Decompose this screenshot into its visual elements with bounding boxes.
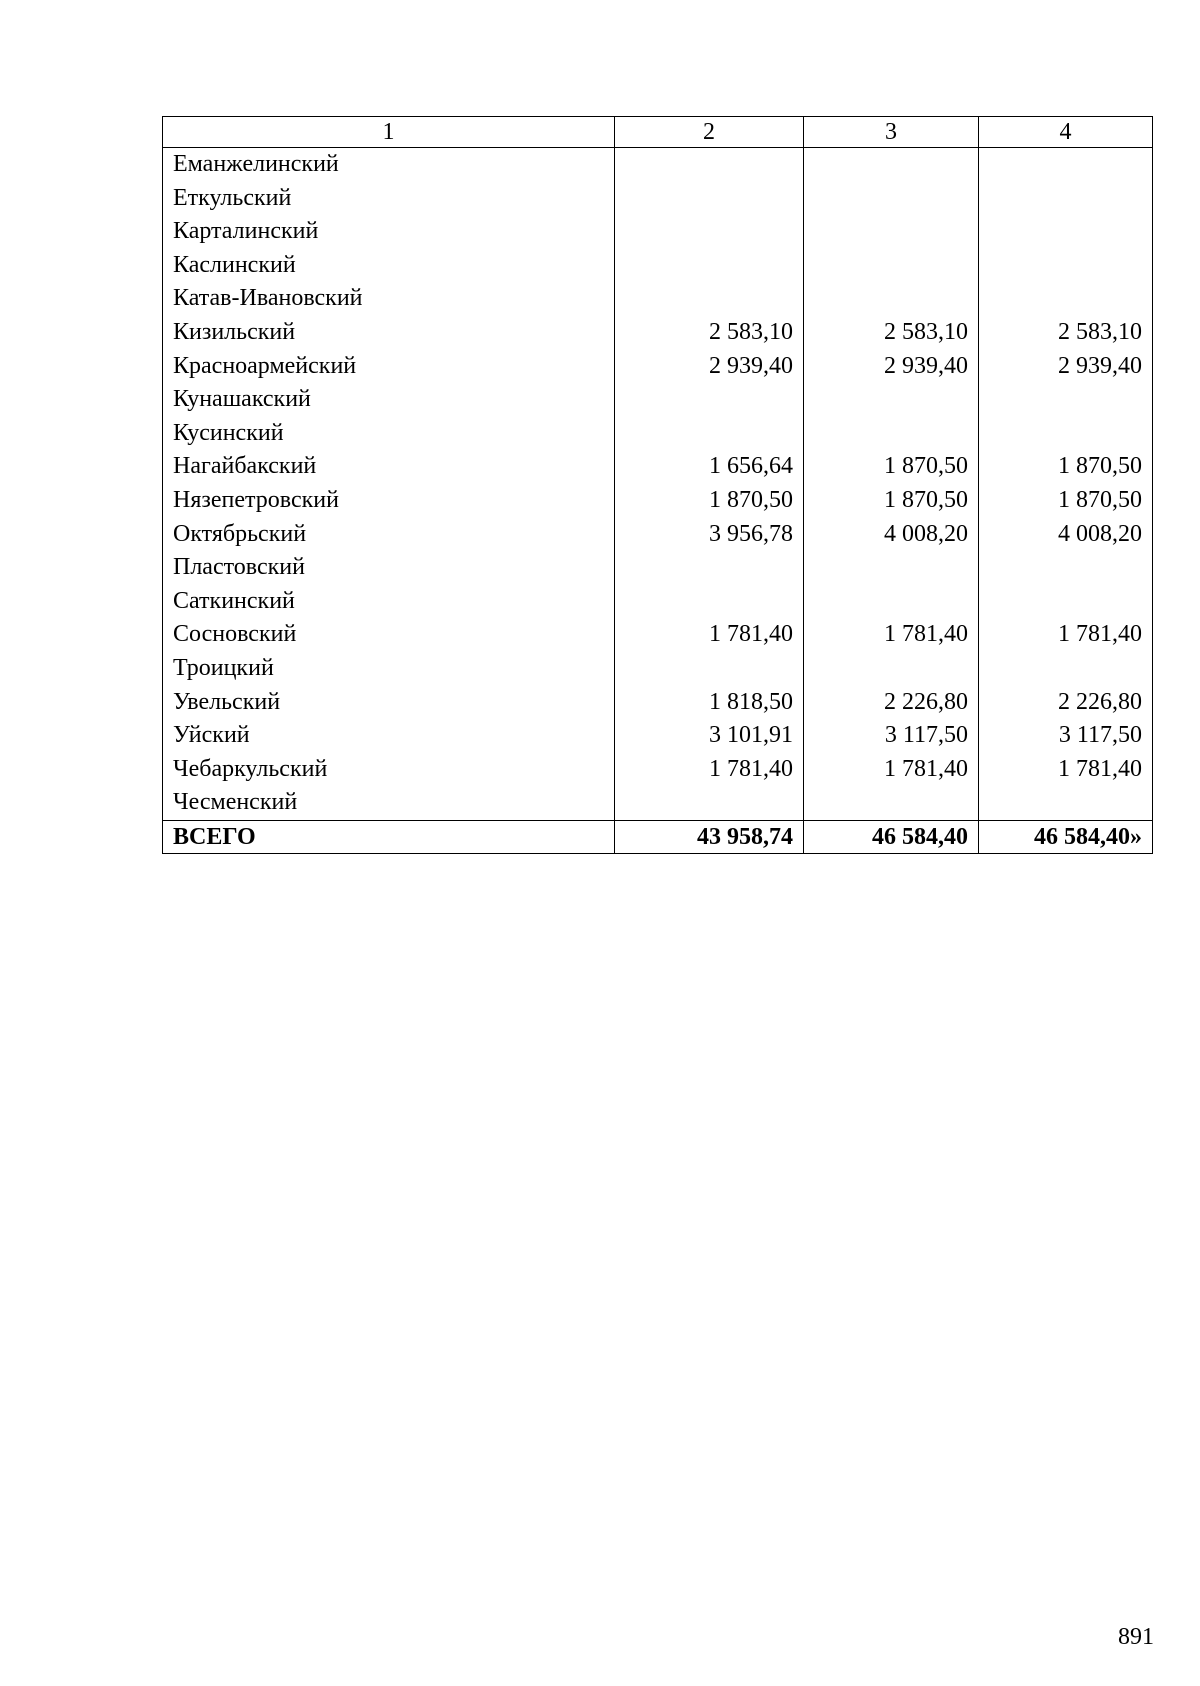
total-label: ВСЕГО (163, 820, 615, 853)
district-name: Октябрьский (163, 518, 615, 552)
value-col-4: 2 583,10 (979, 316, 1153, 350)
district-name: Кусинский (163, 417, 615, 451)
value-col-4 (979, 148, 1153, 182)
value-col-2: 1 656,64 (615, 450, 804, 484)
district-name: Нязепетровский (163, 484, 615, 518)
table-row (163, 215, 1153, 249)
total-col-4: 46 584,40» (979, 820, 1153, 853)
value-col-4 (979, 585, 1153, 619)
value-col-4 (979, 215, 1153, 249)
data-table (162, 116, 1153, 854)
value-col-2: 2 583,10 (615, 316, 804, 350)
column-header-1: 1 (163, 117, 615, 148)
value-col-4 (979, 551, 1153, 585)
table-row (163, 585, 1153, 619)
district-name: Чебаркульский (163, 753, 615, 787)
value-col-3: 2 226,80 (804, 686, 979, 720)
value-col-2 (615, 182, 804, 216)
table-row (163, 518, 1153, 552)
table-row (163, 786, 1153, 820)
district-name: Еткульский (163, 182, 615, 216)
table-row (163, 148, 1153, 182)
value-col-4: 1 781,40 (979, 618, 1153, 652)
total-col-2: 43 958,74 (615, 820, 804, 853)
value-col-3 (804, 215, 979, 249)
district-name: Еманжелинский (163, 148, 615, 182)
table-row (163, 350, 1153, 384)
district-name: Увельский (163, 686, 615, 720)
value-col-3 (804, 652, 979, 686)
value-col-3: 2 939,40 (804, 350, 979, 384)
table-row (163, 450, 1153, 484)
table-row (163, 753, 1153, 787)
total-col-3: 46 584,40 (804, 820, 979, 853)
table-row (163, 182, 1153, 216)
value-col-4: 4 008,20 (979, 518, 1153, 552)
district-name: Троицкий (163, 652, 615, 686)
value-col-2 (615, 383, 804, 417)
value-col-2: 1 870,50 (615, 484, 804, 518)
value-col-3 (804, 282, 979, 316)
value-col-2 (615, 585, 804, 619)
district-name: Кунашакский (163, 383, 615, 417)
value-col-2: 3 101,91 (615, 719, 804, 753)
value-col-2 (615, 148, 804, 182)
table-row (163, 484, 1153, 518)
table-body (163, 148, 1153, 854)
value-col-3: 3 117,50 (804, 719, 979, 753)
value-col-3: 2 583,10 (804, 316, 979, 350)
table-row (163, 316, 1153, 350)
district-name: Нагайбакский (163, 450, 615, 484)
value-col-3: 1 781,40 (804, 618, 979, 652)
district-name: Красноармейский (163, 350, 615, 384)
value-col-4: 1 870,50 (979, 484, 1153, 518)
value-col-2 (615, 249, 804, 283)
district-name: Кизильский (163, 316, 615, 350)
value-col-2 (615, 282, 804, 316)
total-row (163, 820, 1153, 853)
value-col-3: 4 008,20 (804, 518, 979, 552)
district-name: Чесменский (163, 786, 615, 820)
table-row (163, 719, 1153, 753)
value-col-3 (804, 417, 979, 451)
value-col-3 (804, 383, 979, 417)
value-col-3: 1 870,50 (804, 450, 979, 484)
value-col-3 (804, 551, 979, 585)
value-col-2 (615, 417, 804, 451)
value-col-2: 1 781,40 (615, 753, 804, 787)
value-col-2: 1 781,40 (615, 618, 804, 652)
value-col-4 (979, 182, 1153, 216)
value-col-2: 1 818,50 (615, 686, 804, 720)
district-name: Уйский (163, 719, 615, 753)
header-row (163, 117, 1153, 148)
table-row (163, 249, 1153, 283)
district-name: Саткинский (163, 585, 615, 619)
value-col-3 (804, 148, 979, 182)
district-name: Каслинский (163, 249, 615, 283)
value-col-4 (979, 417, 1153, 451)
value-col-3: 1 870,50 (804, 484, 979, 518)
table-row (163, 551, 1153, 585)
value-col-4 (979, 249, 1153, 283)
value-col-4 (979, 786, 1153, 820)
value-col-3 (804, 786, 979, 820)
column-header-2: 2 (615, 117, 804, 148)
value-col-4: 3 117,50 (979, 719, 1153, 753)
table-row (163, 686, 1153, 720)
value-col-4 (979, 282, 1153, 316)
value-col-2: 2 939,40 (615, 350, 804, 384)
table-row (163, 652, 1153, 686)
district-name: Карталинский (163, 215, 615, 249)
value-col-4: 1 870,50 (979, 450, 1153, 484)
table-row (163, 282, 1153, 316)
district-name: Пластовский (163, 551, 615, 585)
district-name: Катав-Ивановский (163, 282, 615, 316)
value-col-2 (615, 215, 804, 249)
value-col-2 (615, 652, 804, 686)
value-col-3 (804, 182, 979, 216)
value-col-2 (615, 551, 804, 585)
column-header-3: 3 (804, 117, 979, 148)
value-col-3 (804, 249, 979, 283)
value-col-2: 3 956,78 (615, 518, 804, 552)
column-header-4: 4 (979, 117, 1153, 148)
table-row (163, 618, 1153, 652)
value-col-4: 2 939,40 (979, 350, 1153, 384)
table-row (163, 417, 1153, 451)
value-col-4 (979, 383, 1153, 417)
value-col-2 (615, 786, 804, 820)
value-col-4: 2 226,80 (979, 686, 1153, 720)
value-col-4: 1 781,40 (979, 753, 1153, 787)
value-col-3: 1 781,40 (804, 753, 979, 787)
value-col-3 (804, 585, 979, 619)
table-row (163, 383, 1153, 417)
district-name: Сосновский (163, 618, 615, 652)
value-col-4 (979, 652, 1153, 686)
page-number: 891 (1118, 1624, 1154, 1650)
